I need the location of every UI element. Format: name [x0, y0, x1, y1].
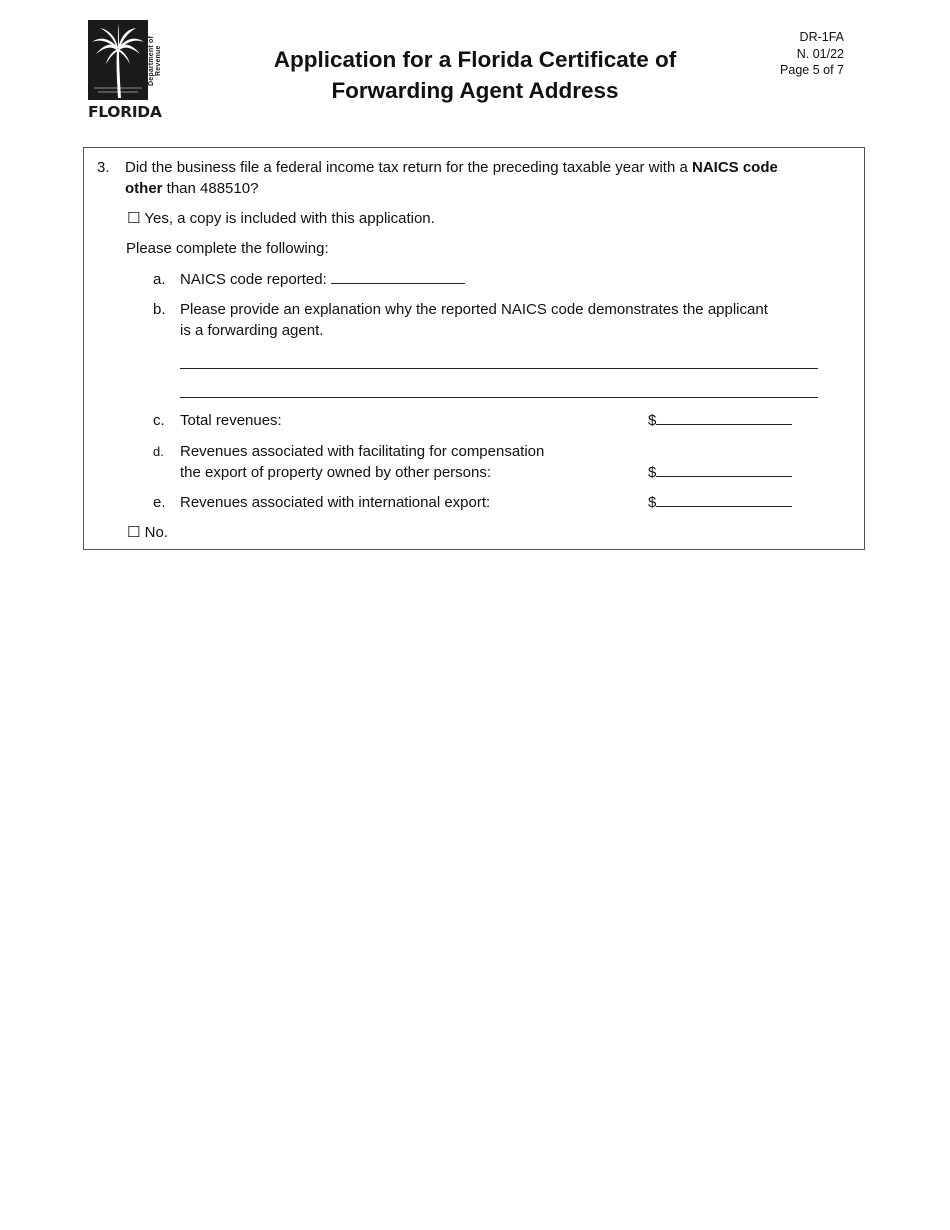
- item-a: [180, 269, 465, 290]
- item-b-marker: b.: [153, 301, 166, 318]
- export-revenues-field: [648, 462, 792, 483]
- naics-code-field[interactable]: [331, 269, 465, 284]
- logo-wordmark: FLORIDA: [88, 103, 162, 121]
- explanation-line-1[interactable]: [180, 368, 818, 369]
- currency-symbol: $: [648, 464, 657, 481]
- question-text-bold-1: NAICS code: [691, 159, 778, 176]
- form-meta: [780, 29, 844, 79]
- title-line-2: Forwarding Agent Address: [331, 78, 619, 103]
- page-number: Page 5 of 7: [780, 63, 844, 77]
- question-text-part-1: Did the business file a federal income tax return for the preceding taxable year with a: [125, 159, 692, 176]
- currency-symbol: $: [648, 412, 657, 429]
- item-d-line-1: Revenues associated with facilitating for compensation: [180, 443, 545, 460]
- international-export-label: Revenues associated with international export:: [180, 494, 491, 511]
- item-e-marker: e.: [153, 494, 166, 511]
- currency-symbol: $: [648, 494, 657, 511]
- yes-label: Yes, a copy is included with this application.: [144, 210, 435, 227]
- export-revenues-input[interactable]: [656, 462, 792, 477]
- question-text-line-2: [125, 178, 258, 199]
- international-export-input[interactable]: [656, 492, 792, 507]
- total-revenues-input[interactable]: [656, 410, 792, 425]
- item-a-marker: a.: [153, 271, 166, 288]
- question-number: 3.: [97, 159, 110, 176]
- logo-department-text: Department of Revenue: [148, 35, 162, 87]
- item-d-line-2: the export of property owned by other persons:: [180, 464, 492, 481]
- no-option: [127, 522, 168, 543]
- question-text-bold-2: other: [125, 180, 163, 197]
- no-label: No.: [144, 524, 168, 541]
- item-b-line-1: Please provide an explanation why the reported NAICS code demonstrates the applicant: [180, 301, 768, 318]
- form-revision: N. 01/22: [796, 46, 844, 61]
- page-title: [220, 44, 730, 106]
- form-number: DR-1FA: [799, 30, 844, 44]
- instruction-text: Please complete the following:: [126, 240, 329, 257]
- question-text-part-2: than 488510?: [162, 180, 259, 197]
- item-d-marker: d.: [153, 444, 164, 459]
- item-b-line-2: is a forwarding agent.: [180, 322, 324, 339]
- palm-tree-icon: [88, 20, 148, 100]
- no-checkbox[interactable]: ☐: [127, 523, 141, 541]
- title-line-1: Application for a Florida Certificate of: [273, 47, 677, 72]
- total-revenues-field: [648, 410, 792, 431]
- yes-checkbox[interactable]: ☐: [127, 209, 141, 227]
- total-revenues-label: Total revenues:: [180, 412, 282, 429]
- florida-dor-logo: [88, 20, 162, 124]
- naics-code-label: NAICS code reported:: [180, 271, 331, 288]
- question-text-line-1: [125, 157, 778, 178]
- yes-option: [127, 208, 435, 229]
- explanation-line-2[interactable]: [180, 397, 818, 398]
- item-c-marker: c.: [153, 412, 165, 429]
- international-export-field: [648, 492, 792, 513]
